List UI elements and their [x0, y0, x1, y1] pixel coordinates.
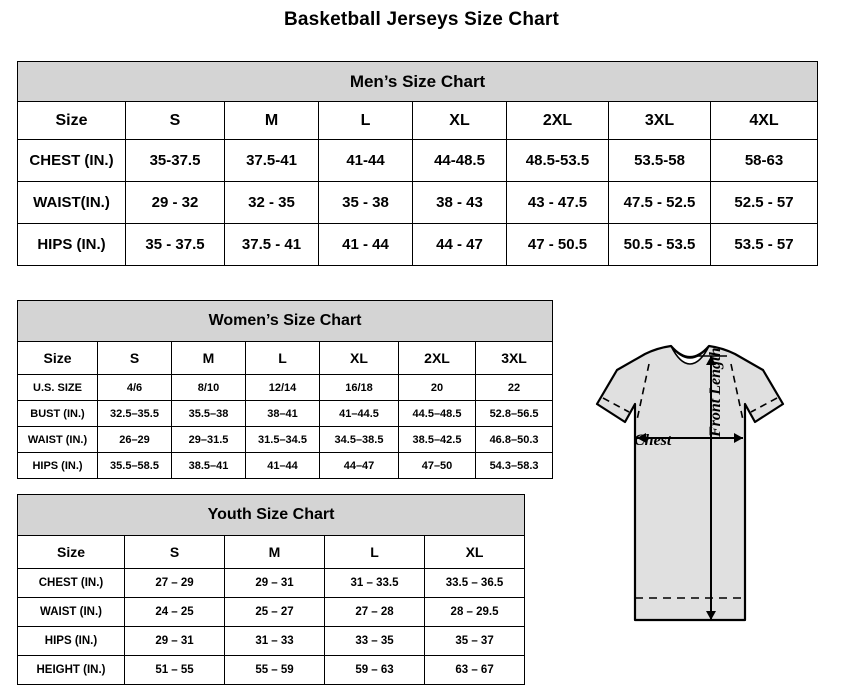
page-title: Basketball Jerseys Size Chart: [283, 9, 560, 30]
womens-header-row: [18, 342, 553, 375]
youth-row-label: WAIST (IN.): [18, 598, 125, 627]
womens-row-label: HIPS (IN.): [18, 453, 98, 479]
mens-header-cell: 3XL: [609, 102, 711, 140]
womens-size-chart-table: [17, 300, 553, 479]
womens-cell: 38.5–42.5: [399, 427, 476, 453]
table-row: [18, 375, 553, 401]
youth-chart-title-row: [18, 495, 525, 536]
womens-header-cell: M: [172, 342, 246, 375]
mens-cell: 35 - 38: [319, 182, 413, 224]
womens-chart-title: Women’s Size Chart: [18, 301, 553, 342]
youth-header-cell: Size: [18, 536, 125, 569]
womens-cell: 54.3–58.3: [476, 453, 553, 479]
youth-cell: 27 – 28: [325, 598, 425, 627]
youth-cell: 59 – 63: [325, 656, 425, 685]
table-row: [18, 656, 525, 685]
womens-cell: 52.8–56.5: [476, 401, 553, 427]
mens-row-label: WAIST(IN.): [18, 182, 126, 224]
table-row: [18, 427, 553, 453]
youth-cell: 33.5 – 36.5: [425, 569, 525, 598]
womens-cell: 12/14: [246, 375, 320, 401]
mens-header-cell: 4XL: [711, 102, 818, 140]
jersey-measurement-diagram: [545, 330, 835, 660]
womens-cell: 41–44.5: [320, 401, 399, 427]
womens-cell: 34.5–38.5: [320, 427, 399, 453]
womens-row-label: BUST (IN.): [18, 401, 98, 427]
womens-header-cell: S: [98, 342, 172, 375]
womens-row-label: U.S. SIZE: [18, 375, 98, 401]
youth-header-cell: S: [125, 536, 225, 569]
youth-cell: 29 – 31: [125, 627, 225, 656]
front-length-label: Front Length: [707, 347, 724, 437]
mens-header-cell: L: [319, 102, 413, 140]
mens-header-cell: Size: [18, 102, 126, 140]
womens-header-cell: 3XL: [476, 342, 553, 375]
mens-cell: 52.5 - 57: [711, 182, 818, 224]
jersey-body: [597, 346, 783, 620]
womens-header-cell: L: [246, 342, 320, 375]
youth-cell: 31 – 33.5: [325, 569, 425, 598]
womens-cell: 38–41: [246, 401, 320, 427]
youth-header-cell: XL: [425, 536, 525, 569]
mens-cell: 38 - 43: [413, 182, 507, 224]
womens-cell: 16/18: [320, 375, 399, 401]
youth-chart-title: Youth Size Chart: [18, 495, 525, 536]
youth-row-label: CHEST (IN.): [18, 569, 125, 598]
mens-row-label: HIPS (IN.): [18, 224, 126, 266]
womens-cell: 4/6: [98, 375, 172, 401]
youth-cell: 27 – 29: [125, 569, 225, 598]
mens-cell: 47 - 50.5: [507, 224, 609, 266]
womens-header-cell: 2XL: [399, 342, 476, 375]
table-row: [18, 569, 525, 598]
youth-row-label: HEIGHT (IN.): [18, 656, 125, 685]
mens-cell: 32 - 35: [225, 182, 319, 224]
table-row: [18, 224, 818, 266]
mens-chart-title-row: [18, 62, 818, 102]
womens-row-label: WAIST (IN.): [18, 427, 98, 453]
mens-cell: 48.5-53.5: [507, 140, 609, 182]
mens-header-cell: 2XL: [507, 102, 609, 140]
mens-row-label: CHEST (IN.): [18, 140, 126, 182]
womens-cell: 29–31.5: [172, 427, 246, 453]
mens-cell: 35-37.5: [126, 140, 225, 182]
mens-cell: 41 - 44: [319, 224, 413, 266]
table-row: [18, 453, 553, 479]
youth-cell: 24 – 25: [125, 598, 225, 627]
womens-header-cell: Size: [18, 342, 98, 375]
youth-cell: 29 – 31: [225, 569, 325, 598]
womens-cell: 41–44: [246, 453, 320, 479]
womens-cell: 22: [476, 375, 553, 401]
womens-cell: 35.5–58.5: [98, 453, 172, 479]
womens-cell: 8/10: [172, 375, 246, 401]
table-row: [18, 182, 818, 224]
youth-row-label: HIPS (IN.): [18, 627, 125, 656]
table-row: [18, 598, 525, 627]
womens-cell: 20: [399, 375, 476, 401]
youth-cell: 55 – 59: [225, 656, 325, 685]
youth-cell: 33 – 35: [325, 627, 425, 656]
womens-cell: 32.5–35.5: [98, 401, 172, 427]
mens-cell: 58-63: [711, 140, 818, 182]
womens-cell: 38.5–41: [172, 453, 246, 479]
table-row: [18, 140, 818, 182]
womens-chart-title-row: [18, 301, 553, 342]
mens-cell: 43 - 47.5: [507, 182, 609, 224]
womens-cell: 35.5–38: [172, 401, 246, 427]
youth-header-cell: M: [225, 536, 325, 569]
mens-chart-title: Men’s Size Chart: [18, 62, 818, 102]
mens-cell: 50.5 - 53.5: [609, 224, 711, 266]
mens-cell: 44 - 47: [413, 224, 507, 266]
chest-label: Chest: [634, 432, 672, 449]
table-row: [18, 627, 525, 656]
mens-header-cell: XL: [413, 102, 507, 140]
mens-header-cell: M: [225, 102, 319, 140]
mens-size-chart-table: [17, 61, 818, 266]
womens-cell: 31.5–34.5: [246, 427, 320, 453]
mens-header-cell: S: [126, 102, 225, 140]
youth-cell: 25 – 27: [225, 598, 325, 627]
youth-cell: 28 – 29.5: [425, 598, 525, 627]
mens-cell: 37.5 - 41: [225, 224, 319, 266]
youth-header-row: [18, 536, 525, 569]
mens-cell: 53.5 - 57: [711, 224, 818, 266]
youth-cell: 63 – 67: [425, 656, 525, 685]
mens-cell: 47.5 - 52.5: [609, 182, 711, 224]
mens-cell: 53.5-58: [609, 140, 711, 182]
mens-cell: 29 - 32: [126, 182, 225, 224]
youth-cell: 51 – 55: [125, 656, 225, 685]
mens-cell: 37.5-41: [225, 140, 319, 182]
womens-cell: 26–29: [98, 427, 172, 453]
youth-size-chart-table: [17, 494, 525, 685]
womens-cell: 46.8–50.3: [476, 427, 553, 453]
table-row: [18, 401, 553, 427]
womens-header-cell: XL: [320, 342, 399, 375]
mens-cell: 41-44: [319, 140, 413, 182]
youth-cell: 35 – 37: [425, 627, 525, 656]
mens-cell: 44-48.5: [413, 140, 507, 182]
womens-cell: 44.5–48.5: [399, 401, 476, 427]
womens-cell: 44–47: [320, 453, 399, 479]
mens-cell: 35 - 37.5: [126, 224, 225, 266]
youth-cell: 31 – 33: [225, 627, 325, 656]
youth-header-cell: L: [325, 536, 425, 569]
mens-header-row: [18, 102, 818, 140]
jersey-icon: [545, 330, 835, 660]
womens-cell: 47–50: [399, 453, 476, 479]
